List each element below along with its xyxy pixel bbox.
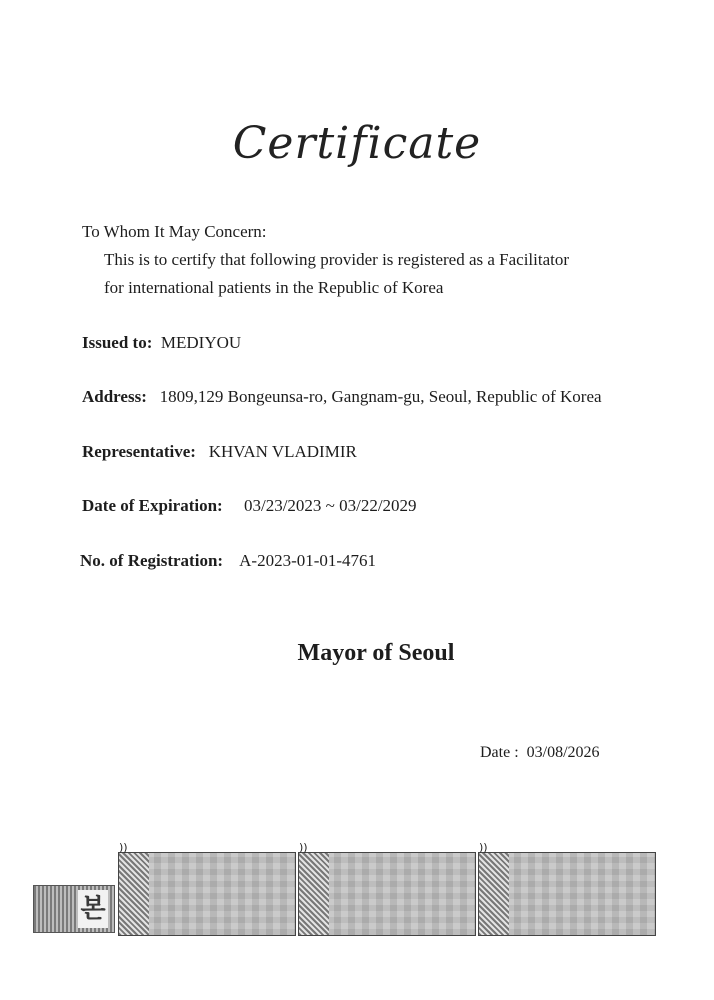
wave-icon: )) xyxy=(479,841,488,854)
registration-label: No. of Registration: xyxy=(80,551,224,570)
issued-to-label: Issued to: xyxy=(82,333,153,352)
representative-row xyxy=(82,442,357,462)
security-pattern xyxy=(479,853,509,935)
registration-row xyxy=(80,551,376,571)
representative-value: KHVAN VLADIMIR xyxy=(208,442,357,461)
official-stamp xyxy=(33,885,115,933)
intro-paragraph xyxy=(82,218,569,302)
expiration-value: 03/23/2023 ~ 03/22/2029 xyxy=(243,496,417,515)
security-pattern xyxy=(299,853,329,935)
representative-label: Representative: xyxy=(82,442,196,461)
address-row xyxy=(82,387,602,407)
issued-to-value: MEDIYOU xyxy=(160,333,242,352)
expiration-label: Date of Expiration: xyxy=(82,496,223,515)
date-value: 03/08/2026 xyxy=(526,744,600,761)
certificate-title: Certificate xyxy=(232,118,482,169)
security-block-2 xyxy=(298,841,476,936)
registration-value: A-2023-01-01-4761 xyxy=(239,551,377,570)
intro-line-2: for international patients in the Republic of Korea xyxy=(104,278,444,297)
stamp-glyph: 본 xyxy=(78,890,108,928)
address-label: Address: xyxy=(82,387,147,406)
intro-line-1: This is to certify that following provider is registered as a Facilitator xyxy=(104,250,570,269)
security-block-3 xyxy=(478,841,656,936)
wave-icon: )) xyxy=(299,841,308,854)
issuer-name: Mayor of Seoul xyxy=(297,640,455,666)
issue-date xyxy=(480,744,600,762)
salutation: To Whom It May Concern: xyxy=(82,222,267,241)
security-pattern xyxy=(119,853,149,935)
issued-to-row xyxy=(82,333,241,353)
expiration-row xyxy=(82,496,417,516)
security-block-1 xyxy=(118,841,296,936)
date-label: Date : xyxy=(480,744,519,761)
wave-icon: )) xyxy=(119,841,128,854)
address-value: 1809,129 Bongeunsa-ro, Gangnam-gu, Seoul, Republic of Korea xyxy=(159,387,602,406)
